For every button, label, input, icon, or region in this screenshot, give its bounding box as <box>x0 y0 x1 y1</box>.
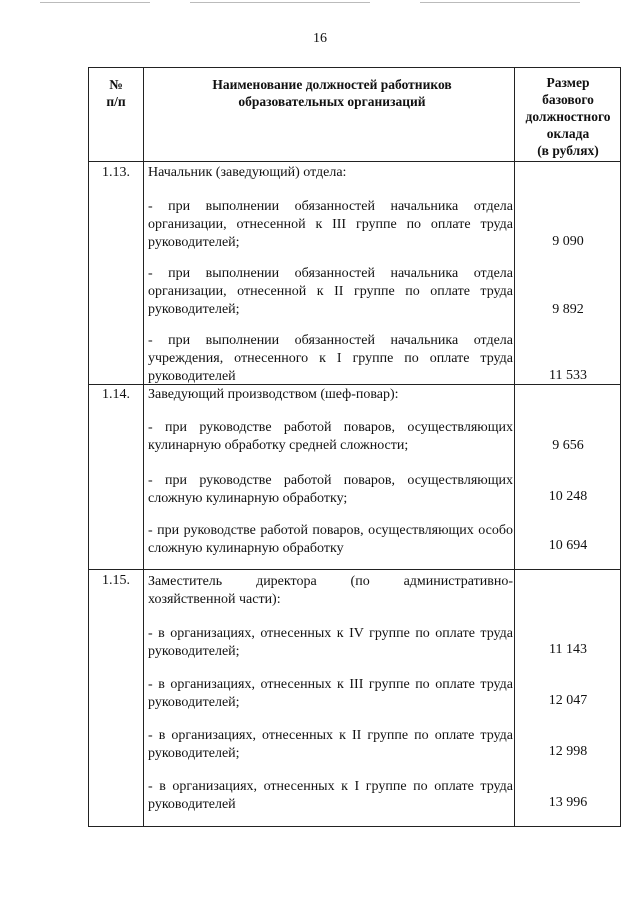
salary-value: 9 892 <box>552 302 584 317</box>
header-position-name <box>147 76 517 110</box>
salary-value: 10 248 <box>548 489 588 504</box>
salary-value: 11 533 <box>549 368 587 383</box>
header-size-line: должностного <box>525 109 611 124</box>
header-number-line: № <box>109 77 123 92</box>
section-title-continued: хозяйственной части): <box>148 592 281 607</box>
header-number <box>89 76 143 110</box>
header-size-line: оклада <box>546 126 590 141</box>
salary-value: 12 047 <box>548 693 588 708</box>
section-title: Начальник (заведующий) отдела: <box>148 165 347 180</box>
row-divider <box>89 161 620 162</box>
position-item: - при руководстве работой поваров, осуществляющих сложную кулинарную обработку; <box>148 473 513 506</box>
position-item: - при руководстве работой поваров, осуществляющих кулинарную обработку средней сложности; <box>148 420 513 453</box>
salary-value: 9 090 <box>552 234 584 249</box>
header-name-line: Наименование должностей работников <box>212 77 452 92</box>
position-item: - в организациях, отнесенных к I группе по оплате труда руководителей <box>148 779 513 812</box>
salary-value: 11 143 <box>549 642 587 657</box>
column-divider <box>143 68 144 826</box>
position-item: - в организациях, отнесенных к II группе по оплате труда руководителей; <box>148 728 513 761</box>
position-item: - при выполнении обязанностей начальника отдела учреждения, отнесенного к I группе по оплате труда руководителей <box>148 333 513 384</box>
scan-artifact <box>190 2 370 3</box>
section-index: 1.15. <box>102 573 130 588</box>
section-index: 1.13. <box>102 165 130 180</box>
row-divider <box>89 569 620 570</box>
header-size-line: базового <box>542 92 594 107</box>
section-index: 1.14. <box>102 387 130 402</box>
position-item: - при выполнении обязанностей начальника отдела организации, отнесенной к II группе по оплате труда руководителей; <box>148 266 513 317</box>
salary-value: 9 656 <box>552 438 584 453</box>
salary-value: 12 998 <box>548 744 588 759</box>
position-item: - при руководстве работой поваров, осуществляющих особо сложную кулинарную обработку <box>148 523 513 556</box>
header-size-line: Размер <box>546 75 590 90</box>
section-title: Заместитель директора (по административно- <box>148 574 513 589</box>
header-size-line: (в рублях) <box>537 143 599 158</box>
salary-value: 10 694 <box>548 538 588 553</box>
header-salary <box>514 74 622 159</box>
header-name-line: образовательных организаций <box>238 94 426 109</box>
header-number-line: п/п <box>106 94 126 109</box>
position-item: - в организациях, отнесенных к IV группе по оплате труда руководителей; <box>148 626 513 659</box>
position-item: - при выполнении обязанностей начальника отдела организации, отнесенной к III группе по оплате труда руководителей; <box>148 199 513 250</box>
section-title: Заведующий производством (шеф-повар): <box>148 387 399 402</box>
salary-value: 13 996 <box>548 795 588 810</box>
position-item: - в организациях, отнесенных к III группе по оплате труда руководителей; <box>148 677 513 710</box>
salary-table <box>88 67 621 827</box>
scan-artifact <box>420 2 580 3</box>
page-number: 16 <box>313 31 327 46</box>
scan-artifact <box>40 2 150 3</box>
